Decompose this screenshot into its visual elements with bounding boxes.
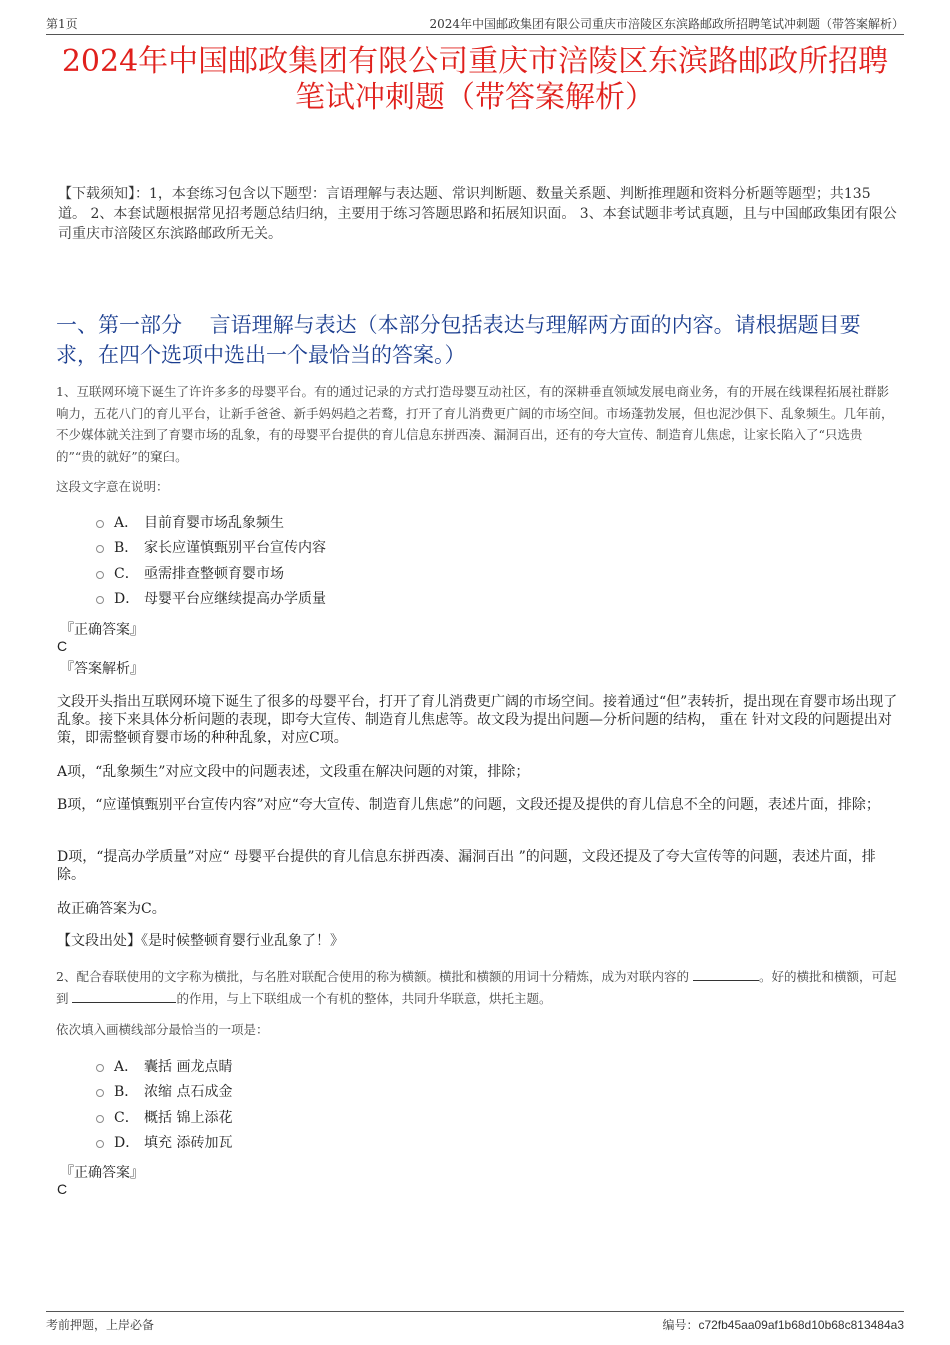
radio-icon[interactable] [96, 1089, 104, 1097]
q1-analysis-para-2: A项，“乱象频生”对应文段中的问题表述，文段重在解决问题的对策，排除； [57, 764, 530, 780]
q1-source: 【文段出处】《是时候整顿育婴行业乱象了！》 [57, 933, 344, 949]
radio-icon[interactable] [96, 596, 104, 604]
q2-option-d[interactable]: D． 填充 添砖加瓦 [96, 1130, 596, 1156]
radio-icon[interactable] [96, 1064, 104, 1072]
q2-options [96, 1053, 596, 1155]
q1-analysis-label: 『答案解析』 [60, 661, 144, 677]
radio-icon[interactable] [96, 545, 104, 553]
q2-blank-2[interactable] [72, 988, 176, 1003]
page-number: 第1页 [46, 17, 78, 31]
document-title [40, 44, 910, 116]
q1-option-d[interactable]: D． 母婴平台应继续提高办学质量 [96, 586, 596, 612]
q1-stem: 这段文字意在说明： [56, 479, 169, 494]
q2-answer-label: 『正确答案』 [60, 1165, 144, 1181]
page-header [46, 12, 904, 35]
q1-options [96, 509, 596, 611]
q2-option-c[interactable]: C． 概括 锦上添花 [96, 1104, 596, 1130]
q2-option-a[interactable]: A． 囊括 画龙点睛 [96, 1053, 596, 1079]
q2-stem: 依次填入画横线部分最恰当的一项是： [56, 1022, 269, 1037]
q1-option-a[interactable]: A． 目前育婴市场乱象频生 [96, 509, 596, 535]
q1-option-c[interactable]: C． 亟需排查整顿育婴市场 [96, 560, 596, 586]
q1-answer: C [57, 638, 68, 654]
footer-slogan: 考前押题，上岸必备 [46, 1318, 155, 1332]
title-line-2: 笔试冲刺题（带答案解析） [295, 80, 655, 115]
q1-analysis-para-4: D项，“提高办学质量”对应“ 母婴平台提供的育儿信息东拼西凑、漏洞百出 ”的问题，文段还提及了夸大宣传等的问题，表述片面，排除。 [57, 849, 876, 883]
radio-icon[interactable] [96, 520, 104, 528]
q2-answer: C [57, 1181, 68, 1197]
q2-option-b[interactable]: B． 浓缩 点石成金 [96, 1079, 596, 1105]
radio-icon[interactable] [96, 1115, 104, 1123]
radio-icon[interactable] [96, 571, 104, 579]
q1-option-b[interactable]: B． 家长应谨慎甄别平台宣传内容 [96, 535, 596, 561]
q1-analysis-para-1: 文段开头指出互联网环境下诞生了很多的母婴平台，打开了育儿消费更广阔的市场空间。接着通过“但”表转折，提出现在育婴市场出现了乱象。接下来具体分析问题的表现，即夸大宣传、制造育儿焦虑等。故文段为提出问题—分析问题的结构， 重在 针对文段的问题提出对策，即需整顿育婴市场的种种乱象，对应C项。 [57, 694, 898, 746]
radio-icon[interactable] [96, 1140, 104, 1148]
title-line-1: 2024年中国邮政集团有限公司重庆市涪陵区东滨路邮政所招聘 [61, 44, 889, 79]
q2-blank-1[interactable] [693, 966, 759, 981]
q1-analysis-para-3: B项，“应谨慎甄别平台宣传内容”对应“夸大宣传、制造育儿焦虑”的问题，文段还提及提供的育儿信息不全的问题，表述片面，排除； [57, 797, 880, 813]
q1-answer-label: 『正确答案』 [60, 622, 144, 638]
q1-analysis-para-5: 故正确答案为C。 [57, 901, 166, 917]
q1-passage: 1、互联网环境下诞生了许许多多的母婴平台。有的通过记录的方式打造母婴互动社区，有的深耕垂直领域发展电商业务，有的开展在线课程拓展社群影响力，五花八门的育儿平台，让新手爸爸、新手妈妈趋之若鹜，打开了育儿消费更广阔的市场空间。市场蓬勃发展，但也泥沙俱下、乱象频生。几年前，不少媒体就关注到了育婴市场的乱象，有的母婴平台提供的育儿信息东拼西凑、漏洞百出，还有的夸大宣传、制造育儿焦虑，让家长陷入了“只选贵的”“贵的就好”的窠臼。 [56, 384, 894, 464]
page-footer [46, 1311, 904, 1336]
q2-passage: 2、配合春联使用的文字称为横批，与名胜对联配合使用的称为横额。横批和横额的用词十分精炼，成为对联内容的 。好的横批和横额，可起到 的作用，与上下联组成一个有机的整体，共同升华联意，烘托主题。 [56, 966, 900, 1009]
header-doc-title: 2024年中国邮政集团有限公司重庆市涪陵区东滨路邮政所招聘笔试冲刺题（带答案解析） [429, 17, 904, 31]
footer-code: 编号：c72fb45aa09af1b68d10b68c813484a3 [662, 1318, 904, 1332]
section-heading: 一、第一部分 言语理解与表达（本部分包括表达与理解两方面的内容。请根据题目要求，在四个选项中选出一个最恰当的答案。） [56, 313, 861, 367]
download-notice: 【下载须知】：1，本套练习包含以下题型：言语理解与表达题、常识判断题、数量关系题、判断推理题和资料分析题等题型；共135道。 2、本套试题根据常见招考题总结归纳，主要用于练习答题思路和拓展知识面。 3、本套试题非考试真题，且与中国邮政集团有限公司重庆市涪陵区东滨路邮政所无关。 [58, 186, 897, 242]
